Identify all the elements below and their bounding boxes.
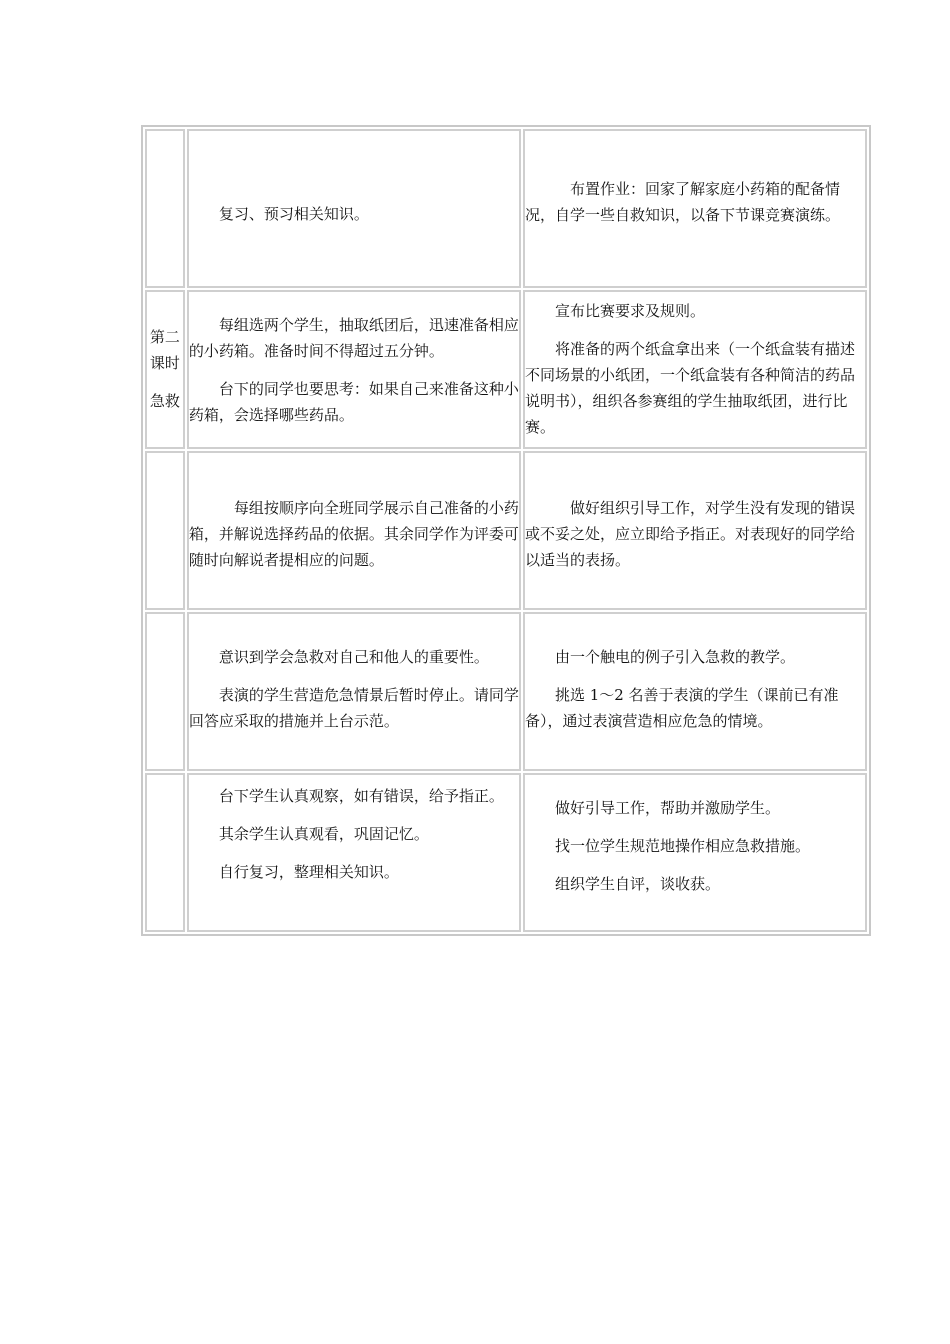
student-text: 复习、预习相关知识。 xyxy=(218,205,369,223)
stage-cell xyxy=(145,451,185,610)
stage-cell xyxy=(145,773,185,932)
teacher-text: 挑选 1～2 名善于表演的学生（课前已有准备），通过表演营造相应危急的情境。 xyxy=(524,686,839,730)
student-text: 台下学生认真观察，如有错误，给予指正。 xyxy=(218,787,504,805)
student-activity-cell xyxy=(187,612,521,771)
stage-cell xyxy=(145,129,185,288)
student-text: 台下的同学也要思考：如果自己来准备这种小药箱，会选择哪些药品。 xyxy=(188,380,519,424)
teacher-activity-cell xyxy=(523,451,867,610)
teacher-activity-cell xyxy=(523,290,867,449)
student-text: 其余学生认真观看，巩固记忆。 xyxy=(218,825,429,843)
student-activity-cell xyxy=(187,451,521,610)
stage-label: 急救 xyxy=(149,392,180,410)
stage-label: 第二 xyxy=(149,328,180,346)
teacher-text: 将准备的两个纸盒拿出来（一个纸盒装有描述不同场景的小纸团，一个纸盒装有各种简洁的药品说明书），组织各参赛组的学生抽取纸团，进行比赛。 xyxy=(524,340,855,436)
student-text: 自行复习，整理相关知识。 xyxy=(218,863,399,881)
teacher-text: 组织学生自评，谈收获。 xyxy=(554,875,720,893)
stage-cell xyxy=(145,612,185,771)
teacher-text: 做好组织引导工作，对学生没有发现的错误或不妥之处，应立即给予指正。对表现好的同学给以适当的表扬。 xyxy=(524,499,855,569)
teacher-activity-cell xyxy=(523,129,867,288)
teacher-activity-cell xyxy=(523,612,867,771)
table-row xyxy=(145,290,867,449)
student-text: 每组选两个学生，抽取纸团后，迅速准备相应的小药箱。准备时间不得超过五分钟。 xyxy=(188,316,519,360)
stage-cell xyxy=(145,290,185,449)
table-row xyxy=(145,612,867,771)
teacher-activity-cell xyxy=(523,773,867,932)
table-row xyxy=(145,773,867,932)
student-text: 表演的学生营造危急情景后暂时停止。请同学回答应采取的措施并上台示范。 xyxy=(188,686,519,730)
teacher-text: 找一位学生规范地操作相应急救措施。 xyxy=(554,837,810,855)
table-row xyxy=(145,129,867,288)
student-activity-cell xyxy=(187,129,521,288)
teacher-text: 布置作业：回家了解家庭小药箱的配备情况，自学一些自救知识，以备下节课竞赛演练。 xyxy=(524,180,840,224)
teacher-text: 宣布比赛要求及规则。 xyxy=(554,302,705,320)
lesson-plan-table xyxy=(141,125,871,936)
student-activity-cell xyxy=(187,290,521,449)
stage-label: 课时 xyxy=(149,354,180,372)
student-text: 每组按顺序向全班同学展示自己准备的小药箱，并解说选择药品的依据。其余同学作为评委可随时向解说者提相应的问题。 xyxy=(188,499,519,569)
teacher-text: 做好引导工作，帮助并激励学生。 xyxy=(554,799,780,817)
table-row xyxy=(145,451,867,610)
student-text: 意识到学会急救对自己和他人的重要性。 xyxy=(218,648,489,666)
student-activity-cell xyxy=(187,773,521,932)
teacher-text: 由一个触电的例子引入急救的教学。 xyxy=(554,648,795,666)
